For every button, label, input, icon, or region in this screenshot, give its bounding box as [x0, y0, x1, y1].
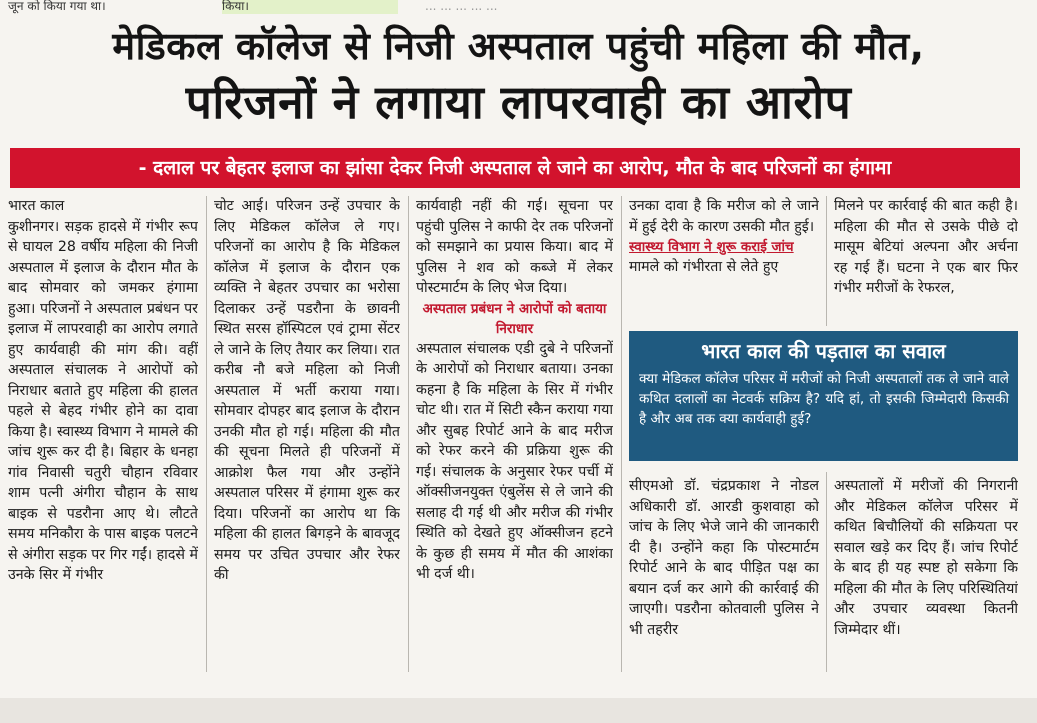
- section-subheading: अस्पताल प्रबंधन ने आरोपों को बताया निराधार: [422, 300, 607, 337]
- article-column-3: [416, 196, 613, 676]
- paragraph: चोट आई। परिजन उन्हें उपचार के लिए मेडिकल कॉलेज ले गए। परिजनों का आरोप है कि मेडिकल कॉलेज में इलाज के दौरान एक व्यक्ति ने बेहतर उपचार का भरोसा दिलाकर उन्हें पडरौना के छावनी स्थित सरस हॉस्पिटल एवं ट्रामा सेंटर ले जाने के लिए तैयार कर लिया। रात करीब नौ बजे महिला को निजी अस्पताल में भर्ती कराया गया। सोमवार दोपहर बाद इलाज के दौरान उनकी मौत हो गई। महिला की मौत की सूचना मिलते ही परिजनों में आक्रोश फैल गया और उन्होंने अस्पताल परिसर में हंगामा शुरू कर दिया। परिजनों का आरोप था कि महिला की हालत बिगड़ने के बावजूद समय पर उचित उपचार और रेफर की: [214, 198, 400, 583]
- article-column-4-bottom: [629, 476, 819, 676]
- column-divider: [621, 196, 622, 672]
- paragraph: उनका दावा है कि मरीज को ले जाने में हुई देरी के कारण उसकी मौत हुई।: [629, 198, 819, 235]
- page-bottom-margin: [0, 698, 1037, 723]
- previous-article-fragment-1: जून को किया गया था।: [8, 0, 106, 13]
- column-divider: [826, 196, 827, 326]
- previous-article-fragment-2: किया।: [222, 0, 398, 14]
- paragraph: अस्पताल संचालक एडी दुबे ने परिजनों के आरोपों को निराधार बताया। उनका कहना है कि महिला के सिर में गंभीर चोट थी। रात में सिटी स्कैन कराया गया और सुबह रिपोर्ट आने के बाद मरीज को रेफर करने की प्रक्रिया शुरू की गई। संचालक के अनुसार रेफर पर्ची में ऑक्सीजनयुक्त एंबुलेंस से ले जाने की सलाह दी गई थी और मरीज की गंभीर स्थिति को देखते हुए ऑक्सीजन हटने के कुछ ही समय में मौत की आशंका भी दर्ज थी।: [416, 340, 613, 582]
- column-divider: [408, 196, 409, 672]
- article-column-5-top: [834, 196, 1018, 326]
- article-column-4-top: [629, 196, 819, 326]
- column-divider: [826, 472, 827, 672]
- section-subheading: स्वास्थ्य विभाग ने शुरू कराई जांच: [629, 239, 794, 255]
- column-divider: [206, 196, 207, 672]
- headline-line-1: मेडिकल कॉलेज से निजी अस्पताल पहुंची महिला की मौत,: [112, 24, 925, 68]
- article-column-2: [214, 196, 400, 676]
- article-column-1: [8, 196, 198, 676]
- paragraph: कार्यवाही नहीं की गई। सूचना पर पहुंची पुलिस ने काफी देर तक परिजनों को समझाने का प्रयास किया। बाद में पुलिस ने शव को कब्जे में लेकर पोस्टमार्टम के लिए भेज दिया।: [416, 198, 613, 296]
- headline-line-2: परिजनों ने लगाया लापरवाही का आरोप: [185, 75, 852, 129]
- paragraph: अस्पतालों में मरीजों की निगरानी और मेडिकल कॉलेज परिसर में कथित बिचौलियों की सक्रियता पर सवाल खड़े कर दिए हैं। जांच रिपोर्ट के बाद ही यह स्पष्ट हो सकेगा कि महिला की मौत के लिए परिस्थितियां और उपचार व्यवस्था कितनी जिम्मेदार थीं।: [834, 478, 1018, 638]
- paragraph: मामले को गंभीरता से लेते हुए: [629, 259, 779, 275]
- question-box-text: क्या मेडिकल कॉलेज परिसर में मरीजों को निजी अस्पतालों तक ले जाने वाले कथित दलालों का नेटवर्क सक्रिय है? यदि हां, तो इसकी जिम्मेदारी किसकी है और अब तक क्या कार्यवाही हुई?: [639, 371, 1009, 427]
- previous-article-fragment-3: ... ... ... ... ...: [425, 0, 498, 13]
- dateline-source: भारत काल: [8, 198, 65, 214]
- investigation-question-box: [629, 331, 1018, 461]
- article-column-5-bottom: [834, 476, 1018, 676]
- paragraph: मिलने पर कार्रवाई की बात कही है। महिला की मौत से उसके पीछे दो मासूम बेटियां अल्पना और अर्चना रह गई हैं। घटना ने एक बार फिर गंभीर मरीजों के रेफरल,: [834, 198, 1018, 296]
- paragraph: कुशीनगर। सड़क हादसे में गंभीर रूप से घायल 28 वर्षीय महिला की निजी अस्पताल में इलाज के दौरान मौत के बाद सोमवार को जमकर हंगामा हुआ। परिजनों ने अस्पताल प्रबंधन पर इलाज में लापरवाही का आरोप लगाते हुए कार्यवाही की मांग की। वहीं अस्पताल संचालक ने आरोपों को निराधार बताते हुए महिला की हालत पहले से बेहद गंभीर होने का दावा किया है। स्वास्थ्य विभाग ने मामले की जांच शुरू कर दी है। बिहार के धनहा गांव निवासी चतुरी चौहान रविवार शाम पत्नी अंगीरा चौहान के साथ बाइक से पडरौना आए थे। लौटते समय मनिकौरा के पास बाइक पलटने से अंगीरा सड़क पर गिर गईं। हादसे में उनके सिर में गंभीर: [8, 218, 198, 583]
- paragraph: सीएमओ डॉ. चंद्रप्रकाश ने नोडल अधिकारी डॉ. आरडी कुशवाहा को जांच के लिए भेजे जाने की जानकारी दी है। उन्होंने कहा कि पोस्टमार्टम रिपोर्ट आने के बाद पीड़ित पक्ष का बयान दर्ज कर आगे की कार्रवाई की जाएगी। पडरौना कोतवाली पुलिस ने भी तहरीर: [629, 478, 819, 638]
- subheadline-band: - दलाल पर बेहतर इलाज का झांसा देकर निजी अस्पताल ले जाने का आरोप, मौत के बाद परिजनों का हंगामा: [10, 148, 1020, 188]
- question-box-title: भारत काल की पड़ताल का सवाल: [701, 339, 946, 363]
